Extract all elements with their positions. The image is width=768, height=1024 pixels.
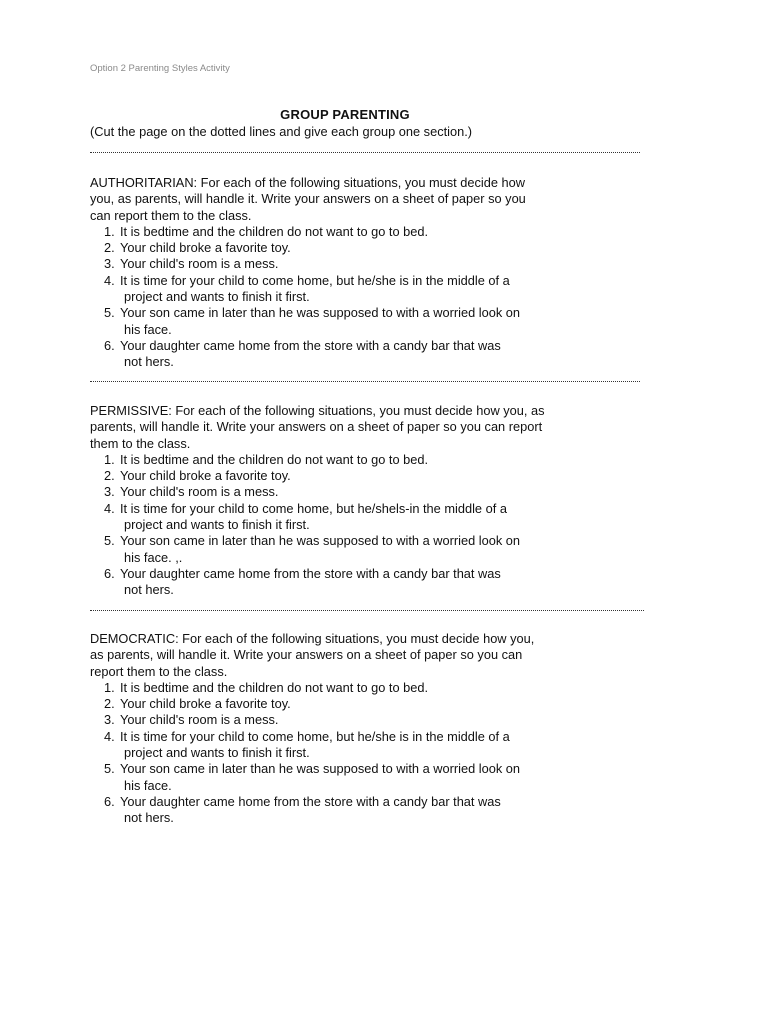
page-subtitle: (Cut the page on the dotted lines and give each group one section.) (90, 124, 473, 139)
section-authoritarian (90, 175, 580, 371)
list-item: 5. Your son came in later than he was supposed to with a worried look on his face. (104, 305, 521, 337)
list-item: 2. Your child broke a favorite toy. (104, 696, 291, 712)
section-intro: PERMISSIVE: For each of the following situations, you must decide how you, as parents, will handle it. Write your answers on a sheet of paper so you can report them to the class. (90, 403, 545, 451)
list-item: 6. Your daughter came home from the store with a candy bar that was not hers. (104, 337, 501, 370)
section-intro: DEMOCRATIC: For each of the following situations, you must decide how you, as parents, will handle it. Write your answers on a sheet of paper so you can report them to the class. (90, 631, 535, 679)
list-item: 5. Your son came in later than he was supposed to with a worried look on his face. (104, 761, 521, 793)
list-item: 4. It is time for your child to come home, but he/she is in the middle of a project and wants to finish it first. (104, 272, 510, 305)
section-intro: AUTHORITARIAN: For each of the following situations, you must decide how you, as parents, will handle it. Write your answers on a sheet of paper so you can report them to the class. (90, 175, 526, 223)
list-item: 1. It is bedtime and the children do not want to go to bed. (104, 679, 429, 695)
list-item: 2. Your child broke a favorite toy. (104, 468, 291, 484)
header-note: Option 2 Parenting Styles Activity (90, 63, 230, 74)
page-title: GROUP PARENTING (280, 107, 410, 122)
list-item: 4. It is time for your child to come home, but he/shels-in the middle of a project and wants to finish it first. (104, 500, 507, 533)
situation-list (90, 452, 580, 599)
section-permissive (90, 403, 580, 599)
section-democratic (90, 631, 580, 827)
list-item: 6. Your daughter came home from the store with a candy bar that was not hers. (104, 565, 501, 598)
list-item: 6. Your daughter came home from the store with a candy bar that was not hers. (104, 793, 501, 826)
list-item: 4. It is time for your child to come home, but he/she is in the middle of a project and wants to finish it first. (104, 728, 510, 761)
list-item: 5. Your son came in later than he was supposed to with a worried look on his face. ,. (104, 533, 521, 565)
list-item: 2. Your child broke a favorite toy. (104, 240, 291, 256)
cut-line-1 (90, 152, 640, 153)
situation-list (90, 680, 580, 827)
list-item: 1. It is bedtime and the children do not want to go to bed. (104, 223, 429, 239)
list-item: 3. Your child's room is a mess. (104, 256, 279, 272)
list-item: 3. Your child's room is a mess. (104, 712, 279, 728)
cut-line-3 (90, 610, 644, 611)
situation-list (90, 224, 580, 371)
cut-line-2 (90, 381, 640, 382)
list-item: 1. It is bedtime and the children do not want to go to bed. (104, 451, 429, 467)
list-item: 3. Your child's room is a mess. (104, 484, 279, 500)
